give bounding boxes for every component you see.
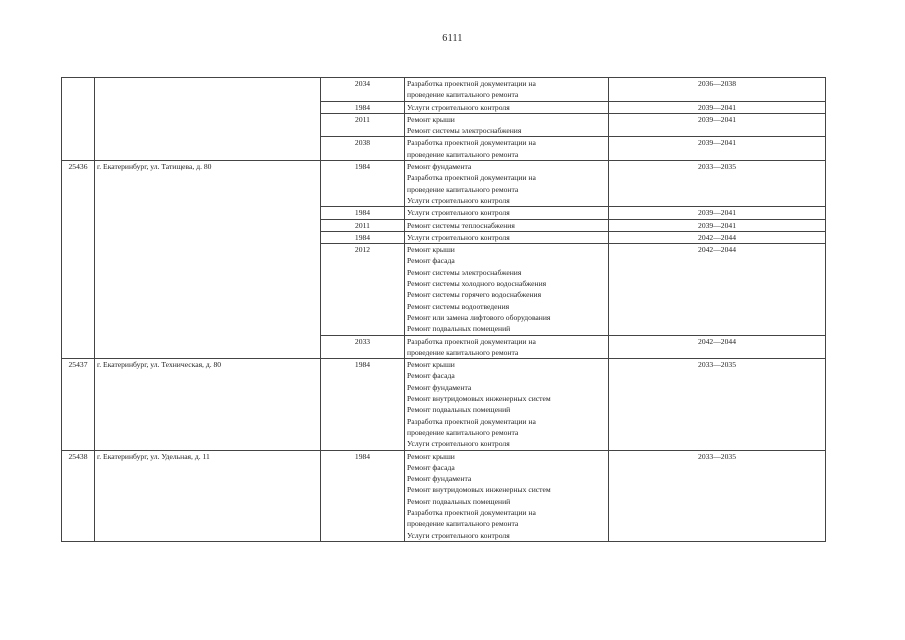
work-type: Разработка проектной документации на (407, 336, 536, 346)
work-type: Ремонт крыши (407, 114, 455, 124)
period-cell: 2042—2044 (609, 244, 826, 335)
work-type: Ремонт или замена лифтового оборудования (407, 312, 551, 322)
work-types-cell (405, 359, 609, 450)
work-type: Ремонт фасада (407, 462, 455, 472)
work-types-cell (405, 231, 609, 243)
work-type: Разработка проектной документации на (407, 173, 536, 183)
period-cell: 2039—2041 (609, 219, 826, 231)
period-cell: 2033—2035 (609, 359, 826, 450)
work-type: Ремонт фасада (407, 371, 455, 381)
work-type: Ремонт подвальных помещений (407, 405, 511, 415)
year-cell: 1984 (321, 207, 405, 219)
work-type: Услуги строительного контроля (407, 530, 510, 540)
period-cell: 2039—2041 (609, 113, 826, 137)
year-cell: 2012 (321, 244, 405, 335)
work-type: Ремонт крыши (407, 245, 455, 255)
year-cell: 1984 (321, 161, 405, 207)
work-type: Услуги строительного контроля (407, 208, 510, 218)
work-type: Ремонт фундамента (407, 382, 472, 392)
work-type: Ремонт системы водоотведения (407, 301, 510, 311)
work-types-cell (405, 207, 609, 219)
work-type: проведение капитального ремонта (407, 184, 519, 194)
table-row (62, 161, 826, 207)
year-cell: 2034 (321, 78, 405, 102)
work-type: Ремонт подвальных помещений (407, 324, 511, 334)
work-type: проведение капитального ремонта (407, 149, 519, 159)
page-number: 6111 (442, 33, 463, 44)
work-type: Ремонт фасада (407, 256, 455, 266)
work-type: Ремонт системы теплоснабжения (407, 220, 515, 230)
building-number-cell: 25437 (62, 359, 95, 450)
work-types-cell (405, 137, 609, 161)
work-type: Услуги строительного контроля (407, 195, 510, 205)
period-cell: 2039—2041 (609, 207, 826, 219)
work-type: Ремонт фундамента (407, 162, 472, 172)
work-type: Разработка проектной документации на (407, 79, 536, 88)
work-types-cell (405, 161, 609, 207)
work-type: Ремонт крыши (407, 360, 455, 370)
work-type: Услуги строительного контроля (407, 102, 510, 112)
work-types-cell (405, 113, 609, 137)
work-type: Услуги строительного контроля (407, 232, 510, 242)
repair-plan-body (62, 78, 826, 542)
work-types-cell (405, 78, 609, 102)
year-cell: 1984 (321, 101, 405, 113)
work-type: проведение капитального ремонта (407, 347, 519, 357)
work-type: Ремонт крыши (407, 451, 455, 461)
work-types-cell (405, 101, 609, 113)
work-types-cell (405, 219, 609, 231)
repair-plan-table (61, 77, 826, 542)
work-type: Ремонт системы холодного водоснабжения (407, 279, 547, 289)
work-type: Ремонт внутридомовых инженерных систем (407, 485, 551, 495)
work-type: Ремонт внутридомовых инженерных систем (407, 394, 551, 404)
work-type: Разработка проектной документации на (407, 138, 536, 148)
period-cell: 2039—2041 (609, 137, 826, 161)
work-type: проведение капитального ремонта (407, 427, 519, 437)
work-type: Разработка проектной документации на (407, 507, 536, 517)
building-number-cell: 25438 (62, 450, 95, 541)
building-number-cell (62, 78, 95, 161)
year-cell: 1984 (321, 450, 405, 541)
address-cell: г. Екатеринбург, ул. Техническая, д. 80 (95, 359, 321, 450)
table-row (62, 450, 826, 541)
year-cell: 2011 (321, 219, 405, 231)
table-row (62, 359, 826, 450)
year-cell: 1984 (321, 231, 405, 243)
period-cell: 2042—2044 (609, 335, 826, 359)
work-type: Разработка проектной документации на (407, 416, 536, 426)
building-number-cell: 25436 (62, 161, 95, 359)
work-type: проведение капитального ремонта (407, 90, 519, 100)
period-cell: 2033—2035 (609, 161, 826, 207)
work-types-cell (405, 244, 609, 335)
address-cell (95, 78, 321, 161)
work-types-cell (405, 450, 609, 541)
work-type: Ремонт системы горячего водоснабжения (407, 290, 542, 300)
period-cell: 2042—2044 (609, 231, 826, 243)
work-type: проведение капитального ремонта (407, 519, 519, 529)
year-cell: 1984 (321, 359, 405, 450)
work-type: Ремонт системы электроснабжения (407, 267, 522, 277)
year-cell: 2033 (321, 335, 405, 359)
period-cell: 2033—2035 (609, 450, 826, 541)
table-row (62, 78, 826, 102)
year-cell: 2011 (321, 113, 405, 137)
work-type: Ремонт системы электроснабжения (407, 126, 522, 136)
year-cell: 2038 (321, 137, 405, 161)
address-cell: г. Екатеринбург, ул. Удельная, д. 11 (95, 450, 321, 541)
work-type: Услуги строительного контроля (407, 439, 510, 449)
address-cell: г. Екатеринбург, ул. Татищева, д. 80 (95, 161, 321, 359)
work-type: Ремонт подвальных помещений (407, 496, 511, 506)
work-types-cell (405, 335, 609, 359)
period-cell: 2036—2038 (609, 78, 826, 102)
period-cell: 2039—2041 (609, 101, 826, 113)
work-type: Ремонт фундамента (407, 474, 472, 484)
